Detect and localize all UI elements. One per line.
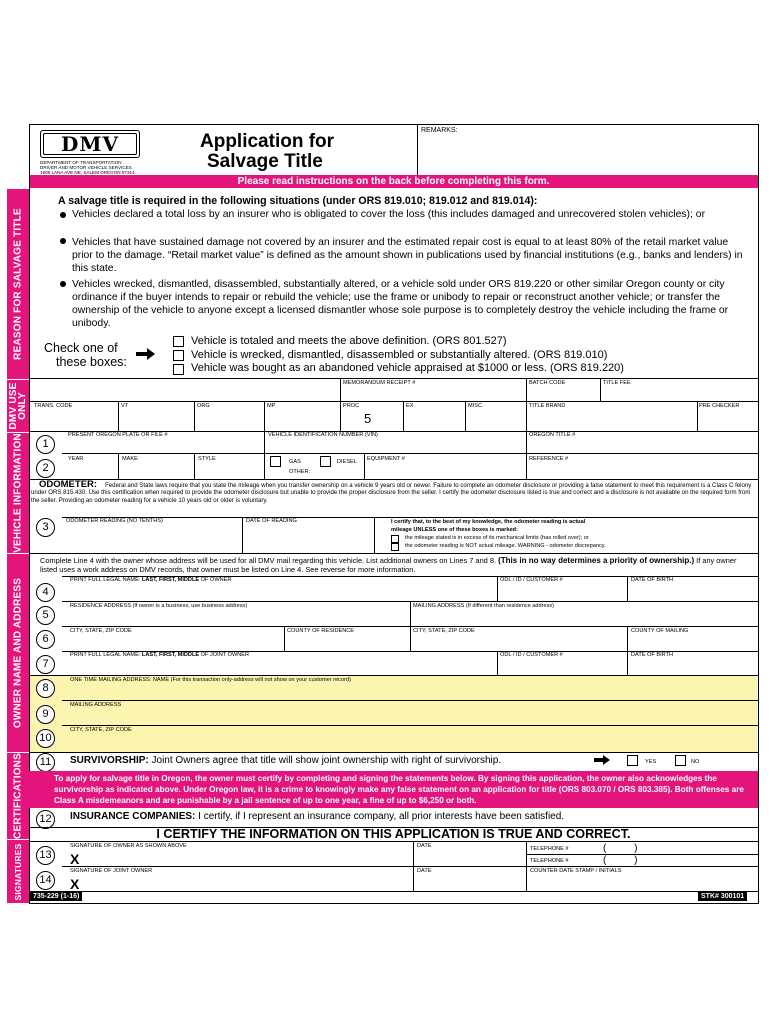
line-number-13: 13: [36, 846, 55, 865]
reason-heading: A salvage title is required in the following situations (under ORS 819.010; 819.012 and 819.014):: [58, 195, 538, 207]
org-label: ORG: [197, 403, 210, 409]
one-time-name-label: ONE TIME MAILING ADDRESS: NAME (For this transaction only-address will not show on your customer record): [70, 677, 351, 683]
telephone-label-2: TELEPHONE #: [530, 858, 569, 864]
line-number-3: 3: [36, 518, 55, 537]
certification-bar-text: To apply for salvage title in Oregon, the owner must certify by completing and signing the statements below. By signing this application, the owner also acknowledges the survivorship as indicated above. Under Oregon law, it is a crime to knowingly make any false statement on an application for title (ORS 803.070 / ORS 803.385). Both offenses are Class A misdemeanors and are punishable by a jail sentence of up to one year, a fine of up to $6,250 or both.: [54, 774, 744, 805]
line-number-4: 4: [36, 583, 55, 602]
reference-label: REFERENCE #: [529, 456, 569, 462]
option-wrecked-checkbox[interactable]: [173, 350, 184, 361]
not-actual-checkbox[interactable]: [391, 543, 399, 551]
sidebar-certifications: CERTIFICATIONS: [7, 753, 29, 839]
proc-label: PROC: [343, 403, 360, 409]
option-abandoned-checkbox[interactable]: [173, 364, 184, 375]
rolled-over-checkbox[interactable]: [391, 535, 399, 543]
sidebar-reason: REASON FOR SALVAGE TITLE: [7, 189, 29, 379]
line-number-11: 11: [36, 753, 55, 772]
joint-signature-label: SIGNATURE OF JOINT OWNER: [70, 868, 153, 874]
joint-dob-label: DATE OF BIRTH: [631, 652, 674, 658]
joint-signature-x[interactable]: X: [70, 876, 80, 892]
odometer-text: ODOMETER: Federal and State laws require that you state the mileage when you transfer ownership on a vehicle 9 years old or newer. Failure to complete an odometer disclosure or providing a false statement to meet this requirement is a Class C felony under ORS 815.430. Use this certification when required to provide the odometer disclosure but unable to provide the proper disclosure from the seller. I certify the odometer disclosure listed is true and correct and a disclosure is not available on the required form from the seller. Providing an odometer reading for a vehicle 10 years old or older is voluntary.: [31, 479, 752, 504]
check-prompt-line2: these boxes:: [56, 355, 127, 369]
memo-receipt-label: MEMORANDUM RECEIPT #: [343, 380, 416, 386]
survivorship-yes-checkbox[interactable]: [627, 755, 638, 766]
diesel-checkbox[interactable]: [320, 456, 331, 467]
survivorship-no-label: NO: [691, 759, 700, 765]
one-time-mailing-area: [30, 676, 757, 752]
misc-label: MISC.: [468, 403, 484, 409]
line-number-2: 2: [36, 459, 55, 478]
form-number: 735-229 (1-16): [30, 892, 82, 901]
survivorship-text: SURVIVORSHIP: Joint Owners agree that title will show joint ownership with right of survivorship.: [70, 755, 502, 766]
reason-bullet-2: Vehicles that have sustained damage not covered by an insurer and the estimated repair cost is equal to at least 80% of the retail market value prior to the damage. “Retail market value” is defined as the amount shown in publications used by financial institutions (e.g., banks and lenders) in this state.: [72, 237, 743, 274]
reason-bullet-3: Vehicles wrecked, dismantled, disassembled, substantially altered, or a vehicle sold under ORS 819.220 or other similar Oregon county or city ordinance if the buyer intends to repair or rebuild the vehicle; use the frame or unibody to repair or reconstruct another vehicle; or transfer the ownership of the vehicle to anyone except a licensed dismantler whose sole purpose is to completely destroy the vehicle including the frame or unibody.: [72, 279, 729, 329]
telephone-area-2[interactable]: ( ): [603, 855, 638, 866]
line-number-9: 9: [36, 705, 55, 724]
county-residence-label: COUNTY OF RESIDENCE: [287, 628, 355, 634]
city-state-zip-label: CITY, STATE, ZIP CODE: [70, 628, 132, 634]
owner-signature-label: SIGNATURE OF OWNER AS SHOWN ABOVE: [70, 843, 187, 849]
title-brand-label: TITLE BRAND: [529, 403, 566, 409]
year-label: YEAR: [68, 456, 84, 462]
line-number-8: 8: [36, 679, 55, 698]
option-totaled-label: Vehicle is totaled and meets the above definition. (ORS 801.527): [191, 335, 507, 347]
stock-number: STK# 300101: [698, 892, 747, 901]
line-number-6: 6: [36, 630, 55, 649]
dob-label: DATE OF BIRTH: [631, 577, 674, 583]
instructions-bar: Please read instructions on the back before completing this form.: [29, 175, 758, 188]
trans-code-label: TRANS. CODE: [34, 403, 73, 409]
sidebar-dmv-use: DMV USE ONLY: [7, 380, 29, 432]
logo-text: DMV: [43, 133, 137, 155]
option-totaled-checkbox[interactable]: [173, 336, 184, 347]
joint-date-label: DATE: [417, 868, 432, 874]
bullet-icon: [60, 238, 66, 244]
diesel-label: DIESEL: [337, 459, 357, 465]
odl-label: ODL / ID / CUSTOMER #: [500, 577, 563, 583]
sidebar-owner: OWNER NAME AND ADDRESS: [7, 554, 29, 752]
odometer-certify-line1: I certify that, to the best of my knowledge, the odometer reading is actual: [391, 519, 586, 525]
owner-intro: Complete Line 4 with the owner whose address will be used for all DMV mail regarding this vehicle. List additional owners on Lines 7 and 8. (This in no way determines a priority of ownership.) If any owner listed uses a work address on DMV records, that owner must be listed on Line 4. See reverse for more information.: [40, 556, 737, 574]
bullet-icon: [60, 281, 66, 287]
vin-label: VEHICLE IDENTIFICATION NUMBER (VIN): [268, 432, 378, 438]
reason-bullet-1: Vehicles declared a total loss by an insurer who is obligated to cover the loss (this includes damaged and unrecovered stolen vehicles); or: [72, 209, 706, 220]
joint-odl-label: ODL / ID / CUSTOMER #: [500, 652, 563, 658]
sidebar-vehicle-info: VEHICLE INFORMATION: [7, 433, 29, 553]
mp-label: MP: [267, 403, 276, 409]
line-number-5: 5: [36, 606, 55, 625]
right-arrow-icon: [594, 755, 610, 765]
gas-label: GAS: [289, 459, 301, 465]
insurance-text: INSURANCE COMPANIES: I certify, if I represent an insurance company, all prior interests have been satisfied.: [70, 811, 565, 822]
title-fee-label: TITLE FEE: [603, 380, 631, 386]
style-label: STYLE: [198, 456, 216, 462]
mailing-address-label: MAILING ADDRESS (If different than residence address): [413, 603, 555, 609]
date-of-reading-label: DATE OF READING: [246, 518, 297, 524]
survivorship-yes-label: YES: [645, 759, 657, 765]
county-mailing-label: COUNTY OF MAILING: [631, 628, 689, 634]
equipment-label: EQUIPMENT #: [367, 456, 405, 462]
option-abandoned-label: Vehicle was bought as an abandoned vehicle appraised at $1000 or less. (ORS 819.220): [191, 362, 624, 374]
plate-label: PRESENT OREGON PLATE OR FILE #: [68, 432, 168, 438]
line-number-12: 12: [36, 810, 55, 829]
telephone-area-1[interactable]: ( ): [603, 843, 638, 854]
ex-label: EX: [406, 403, 414, 409]
odometer-reading-label: ODOMETER READING (NO TENTHS): [66, 518, 163, 524]
counter-stamp-label: COUNTER DATE STAMP / INITIALS: [530, 868, 622, 874]
check-prompt-line1: Check one of: [44, 341, 118, 355]
dept-line1: DEPARTMENT OF TRANSPORTATION: [40, 160, 122, 165]
owner-name-label: PRINT FULL LEGAL NAME: LAST, FIRST, MIDDLE OF OWNER: [70, 577, 232, 583]
one-time-mailing-label: MAILING ADDRESS: [70, 702, 122, 708]
dept-line3: 1905 LANA AVE NE, SALEM OREGON 97314: [40, 170, 135, 175]
line-number-10: 10: [36, 729, 55, 748]
form-title-line2: Salvage Title: [207, 151, 323, 172]
owner-date-label: DATE: [417, 843, 432, 849]
odometer-heading: ODOMETER:: [39, 479, 98, 490]
mailing-city-state-zip-label: CITY, STATE, ZIP CODE: [413, 628, 475, 634]
right-arrow-icon: [136, 348, 156, 360]
residence-address-label: RESIDENCE ADDRESS (If owner is a business, use business address): [70, 603, 248, 609]
form-title-line1: Application for: [200, 131, 335, 152]
one-time-city-label: CITY, STATE, ZIP CODE: [70, 727, 132, 733]
make-label: MAKE: [122, 456, 138, 462]
remarks-label: REMARKS:: [421, 127, 458, 134]
line-number-7: 7: [36, 655, 55, 674]
batch-code-label: BATCH CODE: [529, 380, 566, 386]
vt-label: VT: [121, 403, 129, 409]
proc-value: 5: [364, 411, 372, 426]
odometer-certify-line2: mileage UNLESS one of these boxes is marked:: [391, 527, 518, 533]
telephone-label-1: TELEPHONE #: [530, 846, 569, 852]
pre-checker-label: PRE CHECKER: [699, 403, 740, 409]
dept-line2: DRIVER AND MOTOR VEHICLE SERVICES: [40, 165, 132, 170]
rolled-over-label: the mileage stated is in excess of its mechanical limits (has rolled over); or: [405, 535, 589, 541]
line-number-1: 1: [36, 435, 55, 454]
option-wrecked-label: Vehicle is wrecked, dismantled, disassembled or substantially altered. (ORS 819.010): [191, 349, 608, 361]
gas-checkbox[interactable]: [270, 456, 281, 467]
not-actual-label: the odometer reading is NOT actual mileage. WARNING - odometer discrepancy.: [405, 543, 606, 549]
oregon-title-label: OREGON TITLE #: [529, 432, 576, 438]
owner-signature-x[interactable]: X: [70, 851, 80, 867]
certify-statement: I CERTIFY THE INFORMATION ON THIS APPLICATION IS TRUE AND CORRECT.: [156, 827, 631, 841]
line-number-14: 14: [36, 871, 55, 890]
bullet-icon: [60, 212, 66, 218]
joint-owner-name-label: PRINT FULL LEGAL NAME: LAST, FIRST, MIDDLE OF JOINT OWNER: [70, 652, 250, 658]
sidebar-signatures: SIGNATURES: [7, 840, 29, 903]
survivorship-no-checkbox[interactable]: [675, 755, 686, 766]
other-label: OTHER:: [289, 469, 311, 475]
